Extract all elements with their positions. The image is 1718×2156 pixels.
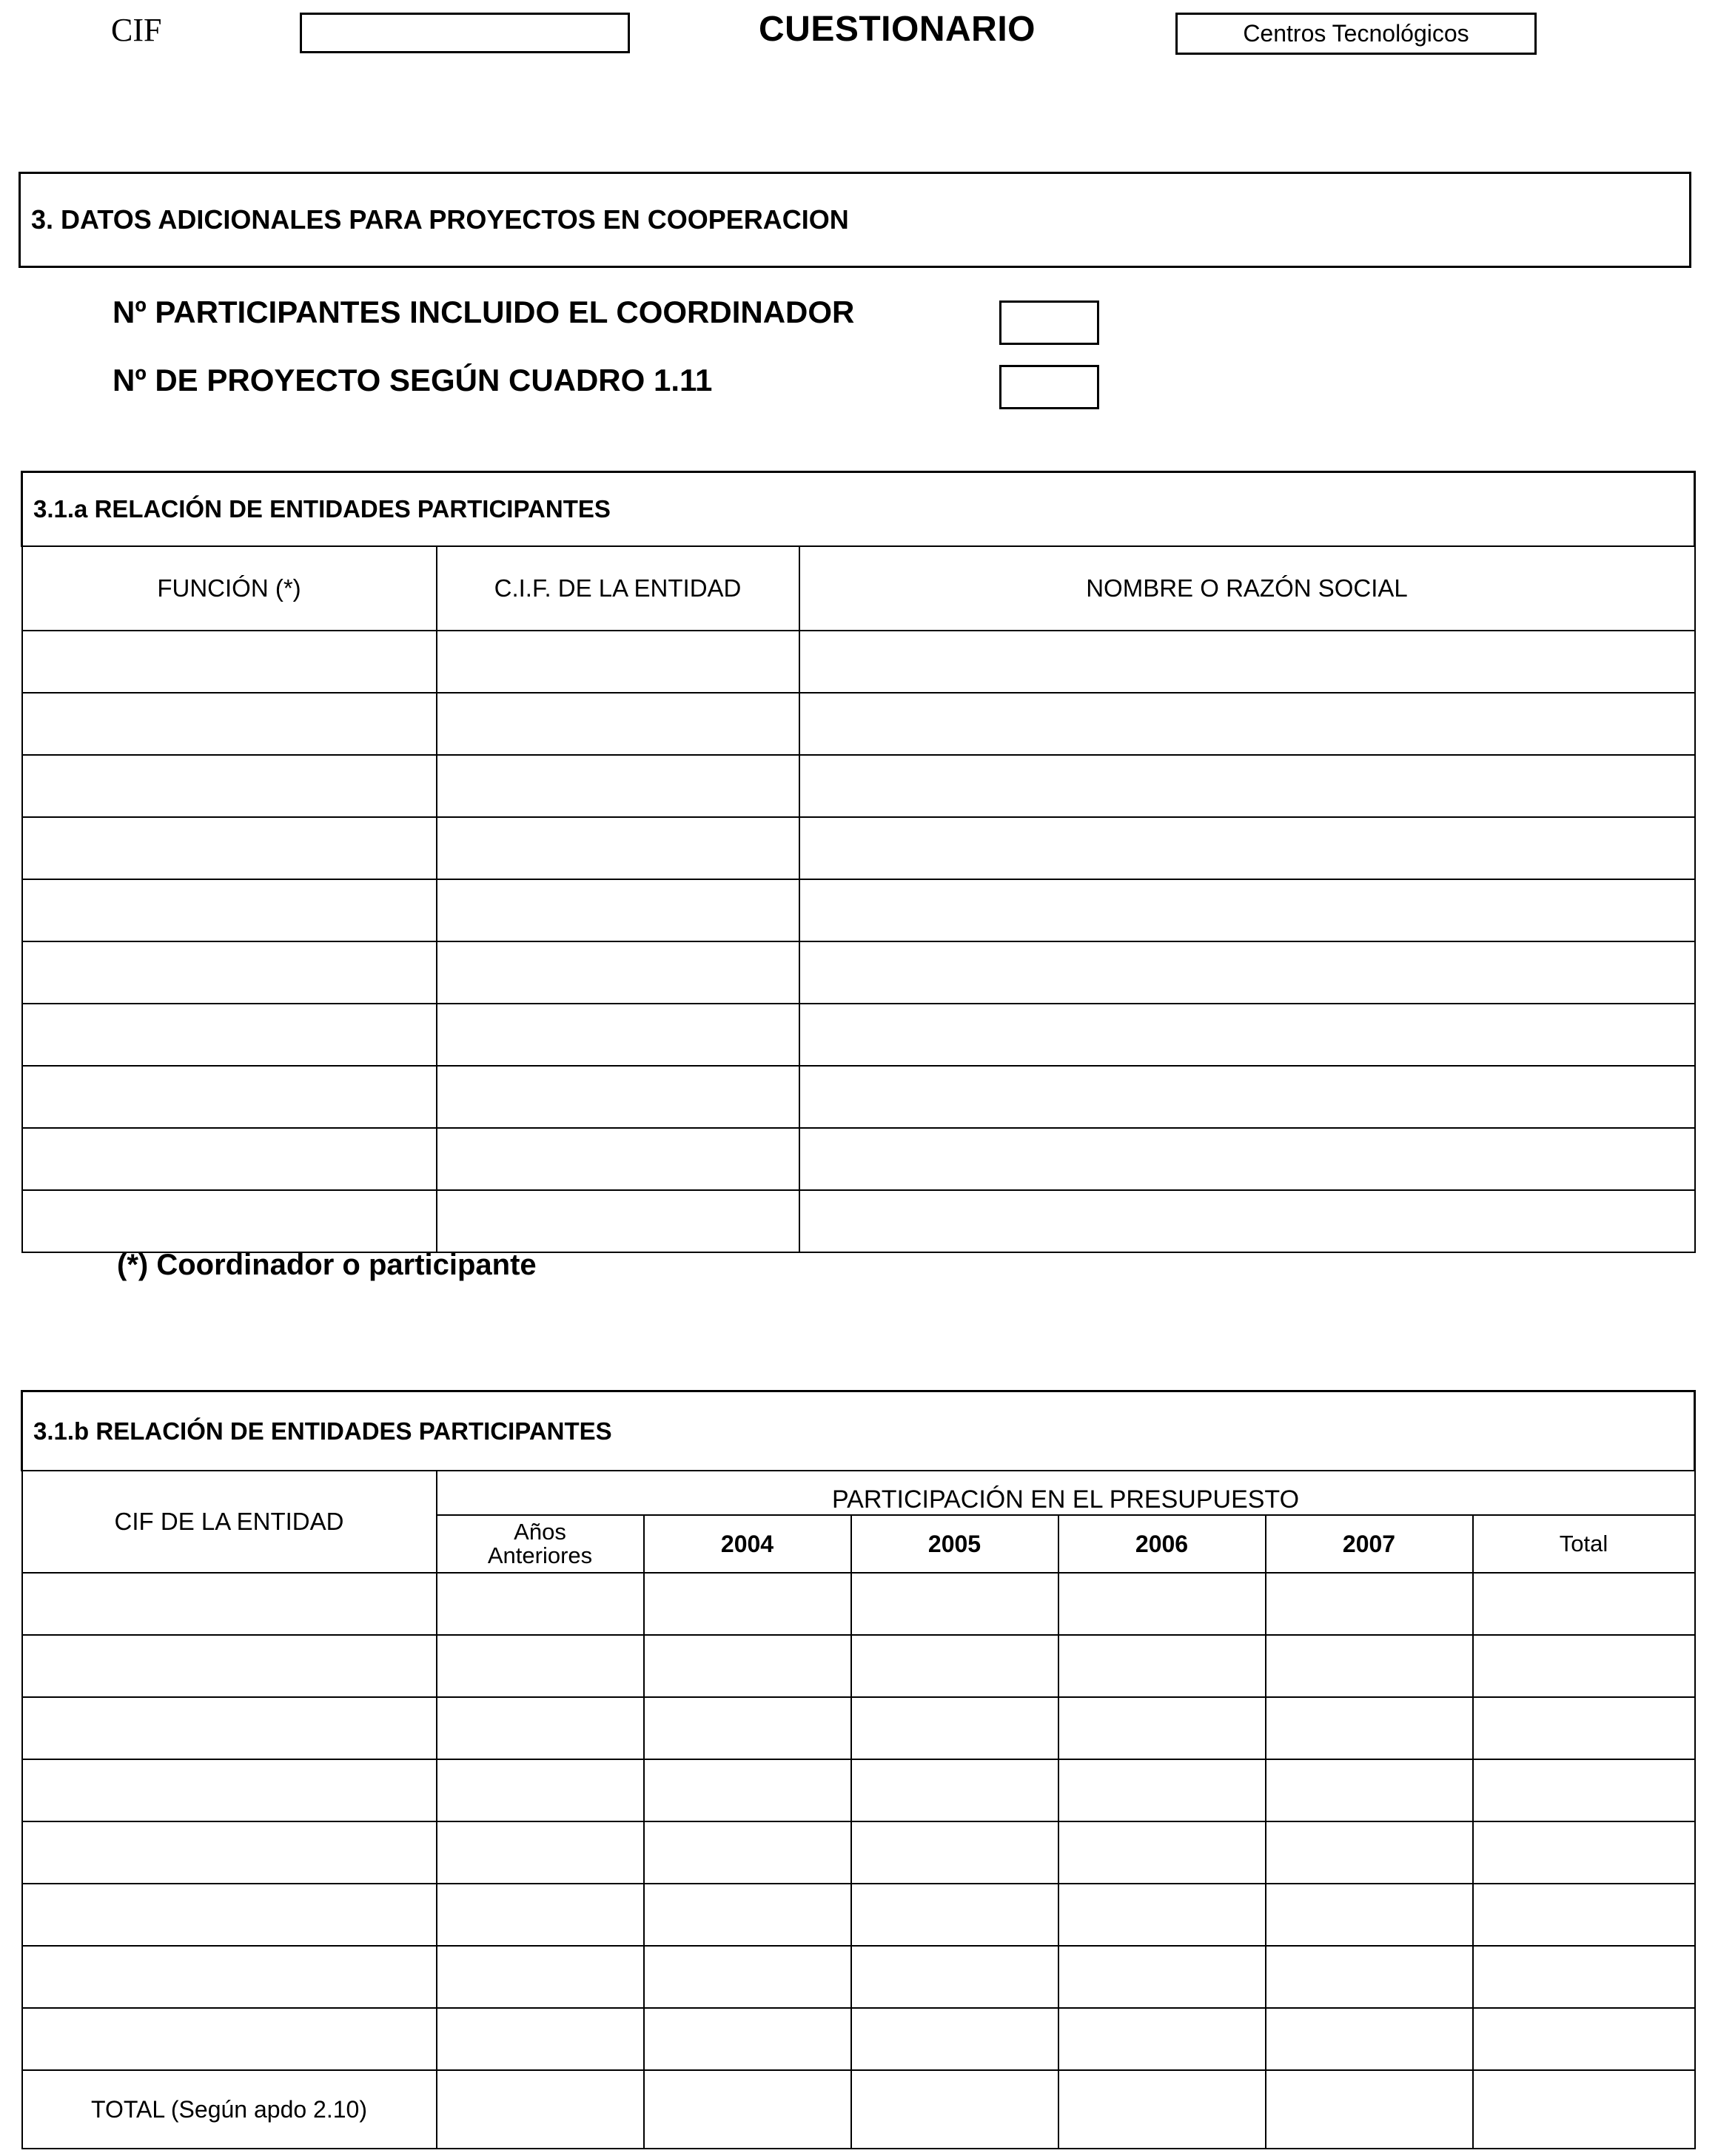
table-cell[interactable] — [1266, 1884, 1473, 1946]
col-header-2004: 2004 — [644, 1515, 851, 1573]
cif-label: CIF — [111, 12, 162, 48]
table-row — [22, 1128, 1695, 1190]
table-cell[interactable] — [1266, 1573, 1473, 1635]
table-row — [22, 1190, 1695, 1252]
table-cell[interactable] — [1473, 1821, 1695, 1884]
table-cell[interactable] — [437, 941, 799, 1004]
table-cell[interactable] — [799, 1190, 1695, 1252]
table-cell[interactable] — [22, 1697, 437, 1759]
total-cell[interactable] — [437, 2070, 644, 2149]
table-row — [22, 755, 1695, 817]
table-b-caption: 3.1.b RELACIÓN DE ENTIDADES PARTICIPANTES — [22, 1391, 1695, 1471]
table-cell[interactable] — [1473, 2008, 1695, 2070]
cif-input[interactable] — [300, 13, 630, 53]
table-cell[interactable] — [644, 1635, 851, 1697]
table-cell[interactable] — [1058, 1884, 1266, 1946]
col-header-anos-anteriores — [437, 1515, 644, 1573]
table-cell[interactable] — [1473, 1759, 1695, 1821]
table-cell[interactable] — [851, 1884, 1058, 1946]
table-cell[interactable] — [22, 1759, 437, 1821]
col-header-funcion: FUNCIÓN (*) — [22, 546, 437, 631]
table-cell[interactable] — [1058, 1635, 1266, 1697]
table-cell[interactable] — [437, 755, 799, 817]
table-cell[interactable] — [437, 631, 799, 693]
table-cell[interactable] — [22, 631, 437, 693]
table-cell[interactable] — [1266, 1697, 1473, 1759]
entities-table-b — [21, 1390, 1696, 2149]
table-row — [22, 1946, 1695, 2008]
col-header-total: Total — [1473, 1515, 1695, 1573]
total-row — [22, 2070, 1695, 2149]
page-title: CUESTIONARIO — [759, 10, 1036, 49]
total-cell[interactable] — [1058, 2070, 1266, 2149]
table-cell[interactable] — [22, 1573, 437, 1635]
table-row — [22, 817, 1695, 879]
table-row — [22, 2008, 1695, 2070]
table-cell[interactable] — [437, 693, 799, 755]
table-cell[interactable] — [644, 1946, 851, 2008]
table-row — [22, 631, 1695, 693]
table-cell[interactable] — [799, 941, 1695, 1004]
table-row — [22, 1697, 1695, 1759]
section-3-title: 3. DATOS ADICIONALES PARA PROYECTOS EN COOPERACION — [31, 204, 849, 235]
col-header-cif-entidad: CIF DE LA ENTIDAD — [22, 1471, 437, 1573]
project-number-label: Nº DE PROYECTO SEGÚN CUADRO 1.11 — [113, 363, 713, 397]
table-cell[interactable] — [1058, 2008, 1266, 2070]
table-cell[interactable] — [22, 693, 437, 755]
table-cell[interactable] — [851, 1759, 1058, 1821]
table-cell[interactable] — [1058, 1946, 1266, 2008]
table-cell[interactable] — [22, 879, 437, 941]
table-row — [22, 1884, 1695, 1946]
table-cell[interactable] — [851, 2008, 1058, 2070]
table-cell[interactable] — [22, 1946, 437, 2008]
table-cell[interactable] — [1266, 2008, 1473, 2070]
table-row — [22, 1759, 1695, 1821]
table-cell[interactable] — [437, 1066, 799, 1128]
table-cell[interactable] — [437, 879, 799, 941]
table-cell[interactable] — [1473, 1635, 1695, 1697]
table-cell[interactable] — [1058, 1697, 1266, 1759]
table-a-caption: 3.1.a RELACIÓN DE ENTIDADES PARTICIPANTES — [22, 472, 1695, 547]
table-row — [22, 1821, 1695, 1884]
table-cell[interactable] — [1266, 1821, 1473, 1884]
table-cell[interactable] — [22, 1635, 437, 1697]
table-cell[interactable] — [799, 817, 1695, 879]
table-cell[interactable] — [437, 1004, 799, 1066]
table-cell[interactable] — [437, 1128, 799, 1190]
col-header-2006: 2006 — [1058, 1515, 1266, 1573]
table-row — [22, 1635, 1695, 1697]
table-cell[interactable] — [22, 1004, 437, 1066]
table-a-body — [22, 631, 1695, 1252]
table-cell[interactable] — [22, 1128, 437, 1190]
table-cell[interactable] — [22, 1066, 437, 1128]
table-row — [22, 1573, 1695, 1635]
col-header-2007: 2007 — [1266, 1515, 1473, 1573]
table-cell[interactable] — [644, 1759, 851, 1821]
table-cell[interactable] — [644, 1573, 851, 1635]
table-cell[interactable] — [799, 879, 1695, 941]
table-cell[interactable] — [22, 1884, 437, 1946]
total-cell[interactable] — [1473, 2070, 1695, 2149]
table-cell[interactable] — [22, 1821, 437, 1884]
category-badge: Centros Tecnológicos — [1175, 13, 1537, 55]
table-cell[interactable] — [644, 2008, 851, 2070]
total-label: TOTAL (Según apdo 2.10) — [22, 2070, 437, 2149]
table-cell[interactable] — [1473, 1884, 1695, 1946]
table-cell[interactable] — [437, 2008, 644, 2070]
table-cell[interactable] — [22, 2008, 437, 2070]
table-cell[interactable] — [644, 1821, 851, 1884]
table-cell[interactable] — [1266, 1759, 1473, 1821]
table-row — [22, 693, 1695, 755]
table-cell[interactable] — [437, 817, 799, 879]
table-cell[interactable] — [851, 1635, 1058, 1697]
table-cell[interactable] — [644, 1884, 851, 1946]
table-cell[interactable] — [799, 631, 1695, 693]
table-cell[interactable] — [644, 1697, 851, 1759]
footnote: (*) Coordinador o participante — [117, 1249, 537, 1281]
table-cell[interactable] — [1058, 1759, 1266, 1821]
table-cell[interactable] — [437, 1946, 644, 2008]
total-cell[interactable] — [851, 2070, 1058, 2149]
table-cell[interactable] — [1473, 1946, 1695, 2008]
table-cell[interactable] — [1473, 1697, 1695, 1759]
project-number-input[interactable] — [999, 365, 1099, 409]
table-cell[interactable] — [22, 755, 437, 817]
table-cell[interactable] — [437, 1884, 644, 1946]
table-cell[interactable] — [437, 1821, 644, 1884]
table-cell[interactable] — [437, 1190, 799, 1252]
table-cell[interactable] — [1058, 1573, 1266, 1635]
table-cell[interactable] — [1266, 1946, 1473, 2008]
table-cell[interactable] — [1473, 1573, 1695, 1635]
table-cell[interactable] — [437, 1759, 644, 1821]
table-cell[interactable] — [799, 755, 1695, 817]
table-cell[interactable] — [799, 1004, 1695, 1066]
total-cell[interactable] — [644, 2070, 851, 2149]
table-cell[interactable] — [437, 1697, 644, 1759]
col-header-anos-line1: Años — [514, 1519, 566, 1545]
table-cell[interactable] — [799, 1128, 1695, 1190]
table-cell[interactable] — [851, 1821, 1058, 1884]
table-row — [22, 1004, 1695, 1066]
table-cell[interactable] — [851, 1697, 1058, 1759]
table-cell[interactable] — [22, 817, 437, 879]
table-cell[interactable] — [22, 1190, 437, 1252]
group-header-presupuesto: PARTICIPACIÓN EN EL PRESUPUESTO — [437, 1471, 1695, 1515]
table-cell[interactable] — [22, 941, 437, 1004]
table-cell[interactable] — [851, 1946, 1058, 2008]
participants-label: Nº PARTICIPANTES INCLUIDO EL COORDINADOR — [113, 295, 855, 329]
participants-input[interactable] — [999, 300, 1099, 345]
col-header-nombre: NOMBRE O RAZÓN SOCIAL — [799, 546, 1695, 631]
table-cell[interactable] — [851, 1573, 1058, 1635]
table-cell[interactable] — [437, 1573, 644, 1635]
entities-table-a — [21, 471, 1696, 1253]
table-cell[interactable] — [437, 1635, 644, 1697]
table-cell[interactable] — [1058, 1821, 1266, 1884]
col-header-2005: 2005 — [851, 1515, 1058, 1573]
table-cell[interactable] — [799, 1066, 1695, 1128]
col-header-cif: C.I.F. DE LA ENTIDAD — [437, 546, 799, 631]
table-cell[interactable] — [1266, 1635, 1473, 1697]
table-row — [22, 941, 1695, 1004]
total-cell[interactable] — [1266, 2070, 1473, 2149]
table-row — [22, 879, 1695, 941]
col-header-anos-line2: Anteriores — [487, 1542, 593, 1568]
table-b-body — [22, 1573, 1695, 2070]
table-cell[interactable] — [799, 693, 1695, 755]
table-row — [22, 1066, 1695, 1128]
